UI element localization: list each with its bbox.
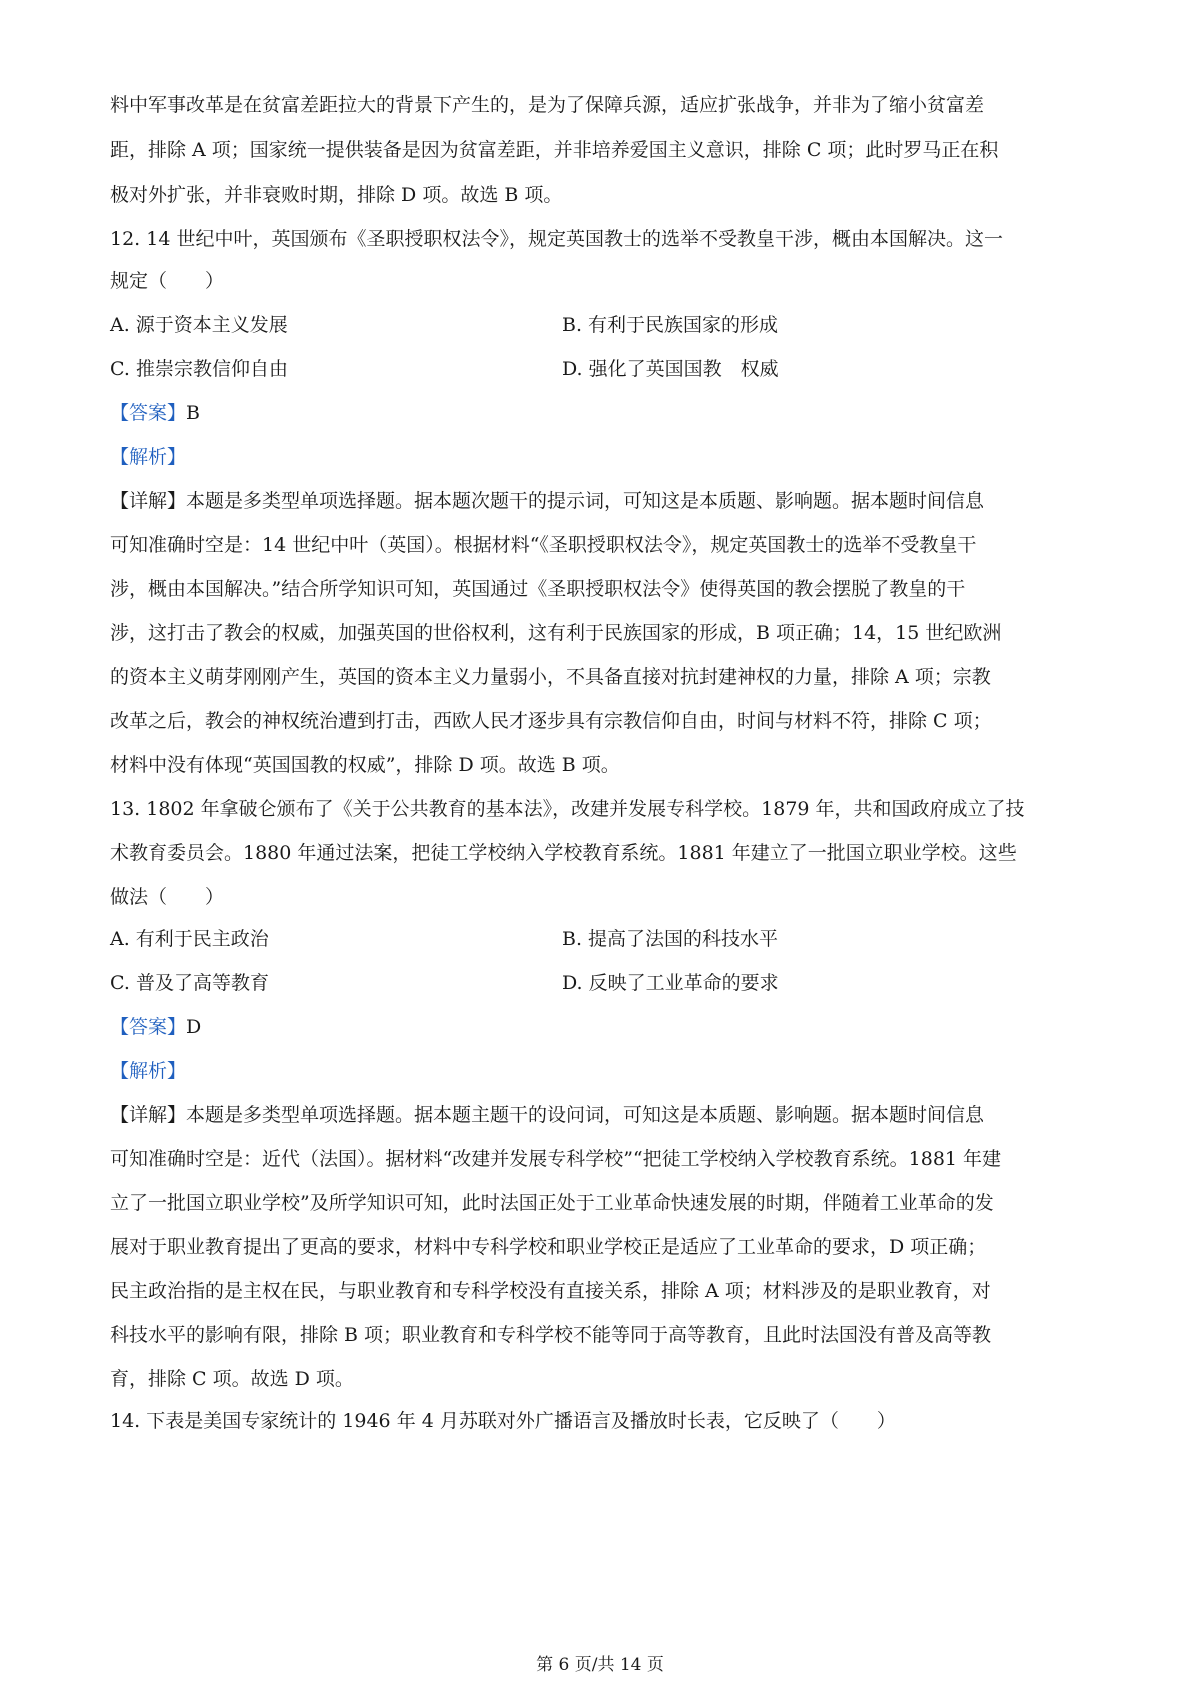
q12-option-c: C. 推崇宗教信仰自由 [110,358,288,380]
answer-value: B [186,402,200,424]
answer-value: D [186,1016,202,1038]
q13-detail-line: 科技水平的影响有限，排除 B 项；职业教育和专科学校不能等同于高等教育，且此时法国没有普及高等教 [110,1324,992,1346]
q12-detail-line: 改革之后，教会的神权统治遭到打击，西欧人民才逐步具有宗教信仰自由，时间与材料不符，排除 C 项； [110,710,992,732]
q12-detail-line: 【详解】本题是多类型单项选择题。据本题次题干的提示词，可知这是本质题、影响题。据本题时间信息 [110,490,985,512]
q12-detail-line: 可知准确时空是：14 世纪中叶（英国）。根据材料“《圣职授职权法令》，规定英国教士的选举不受教皇干 [110,534,977,556]
answer-tag: 【答案】 [110,402,187,424]
q12-stem-line: 12. 14 世纪中叶，英国颁布《圣职授职权法令》，规定英国教士的选举不受教皇干涉，概由本国解决。这一 [110,228,1003,250]
q13-detail-line: 展对于职业教育提出了更高的要求，材料中专科学校和职业学校正是适应了工业革命的要求，D 项正确； [110,1236,987,1258]
q12-detail-line: 的资本主义萌芽刚刚产生，英国的资本主义力量弱小，不具备直接对抗封建神权的力量，排除 A 项；宗教 [110,666,991,688]
q13-option-b: B. 提高了法国的科技水平 [562,928,779,950]
q12-stem-line: 规定（ ） [110,270,225,292]
q14-stem-line: 14. 下表是美国专家统计的 1946 年 4 月苏联对外广播语言及播放时长表，它反映了（ ） [110,1410,896,1432]
q13-option-d: D. 反映了工业革命的要求 [562,972,779,994]
analysis-tag: 【解析】 [110,1060,187,1082]
q13-option-a: A. 有利于民主政治 [110,928,269,950]
detail-tag: 【详解】 [110,490,187,512]
q13-detail-line: 可知准确时空是：近代（法国）。据材料“改建并发展专科学校”“把徒工学校纳入学校教育系统。1881 年建 [110,1148,1002,1170]
q12-option-b: B. 有利于民族国家的形成 [562,314,779,336]
q12-detail-line: 材料中没有体现“英国国教的权威”，排除 D 项。故选 B 项。 [110,754,620,776]
q13-detail-line: 立了一批国立职业学校”及所学知识可知，此时法国正处于工业革命快速发展的时期，伴随着工业革命的发 [110,1192,994,1214]
q12-option-d: D. 强化了英国国教 权威 [562,358,779,380]
q13-stem-line: 做法（ ） [110,886,225,908]
analysis-tag: 【解析】 [110,446,187,468]
q12-analysis-tag [110,442,1100,472]
q13-detail-line: 育，排除 C 项。故选 D 项。 [110,1368,354,1390]
page-number: 第 6 页/共 14 页 [536,1655,664,1675]
q13-option-c: C. 普及了高等教育 [110,972,269,994]
q12-answer [110,398,1100,428]
q13-stem-line: 术教育委员会。1880 年通过法案，把徒工学校纳入学校教育系统。1881 年建立了一批国立职业学校。这些 [110,842,1017,864]
q12-option-a: A. 源于资本主义发展 [110,314,288,336]
text-line: 距，排除 A 项；国家统一提供装备是因为贫富差距，并非培养爱国主义意识，排除 C 项；此时罗马正在积 [110,139,999,161]
text-line: 料中军事改革是在贫富差距拉大的背景下产生的，是为了保障兵源，适应扩张战争，并非为了缩小贫富差 [110,94,985,116]
q13-stem-line: 13. 1802 年拿破仑颁布了《关于公共教育的基本法》，改建并发展专科学校。1879 年，共和国政府成立了技 [110,798,1025,820]
q12-detail-line: 涉，这打击了教会的权威，加强英国的世俗权利，这有利于民族国家的形成，B 项正确；14，15 世纪欧洲 [110,622,1002,644]
text-line: 极对外扩张，并非衰败时期，排除 D 项。故选 B 项。 [110,184,563,206]
q13-analysis-tag [110,1056,1100,1086]
q13-detail-line: 民主政治指的是主权在民，与职业教育和专科学校没有直接关系，排除 A 项；材料涉及的是职业教育，对 [110,1280,991,1302]
q13-detail-line: 【详解】本题是多类型单项选择题。据本题主题干的设问词，可知这是本质题、影响题。据本题时间信息 [110,1104,985,1126]
q12-detail-line: 涉，概由本国解决。”结合所学知识可知，英国通过《圣职授职权法令》使得英国的教会摆脱了教皇的干 [110,578,966,600]
answer-tag: 【答案】 [110,1016,187,1038]
detail-tag: 【详解】 [110,1104,187,1126]
q13-answer [110,1012,1100,1042]
